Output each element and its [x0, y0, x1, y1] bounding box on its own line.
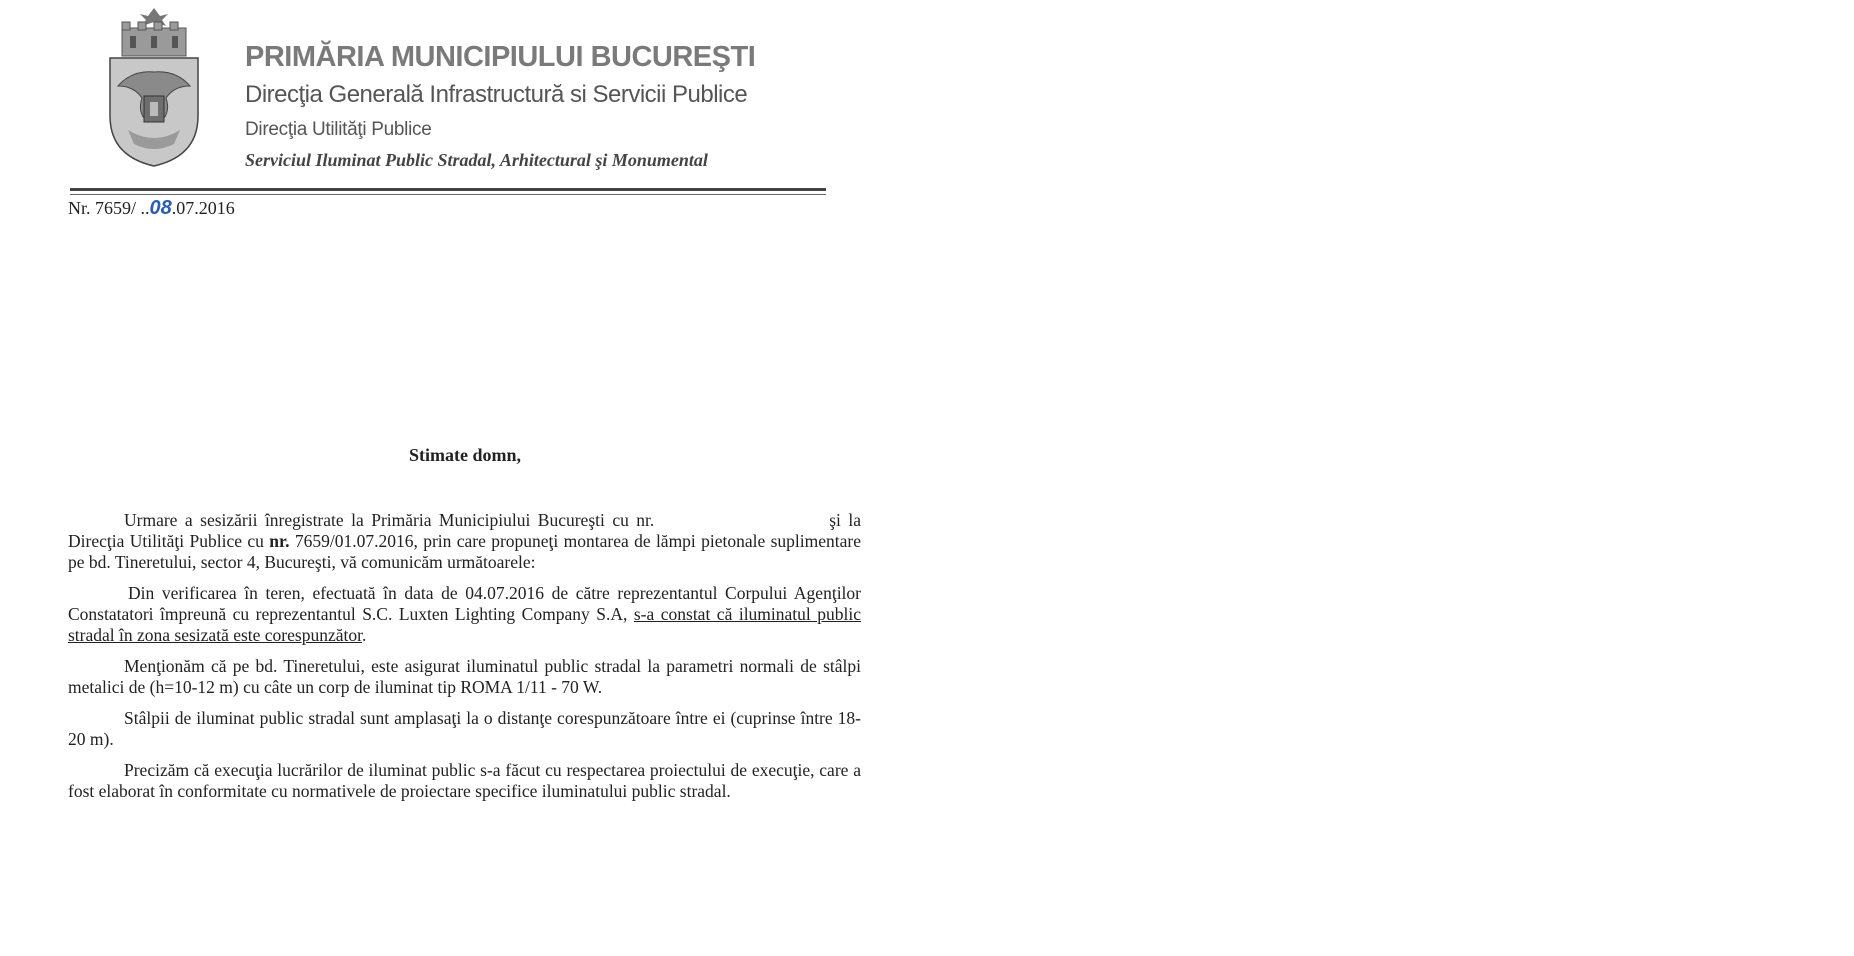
registration-day-handwritten: 08: [149, 197, 172, 219]
p1-text-a: Urmare a sesizării înregistrate la Primăria Municipiului Bucureşti cu nr.: [124, 510, 655, 530]
service-name: Serviciul Iluminat Public Stradal, Arhitectural şi Monumental: [245, 150, 708, 170]
letter-body: [68, 510, 861, 812]
paragraph-2: [68, 583, 861, 646]
p2-end: .: [361, 625, 367, 645]
paragraph-4: Stâlpii de iluminat public stradal sunt amplasaţi la o distanţe corespunzătoare între ei (cuprinse între 18-20 m).: [68, 708, 861, 749]
institution-name: PRIMĂRIA MUNICIPIULUI BUCUREŞTI: [245, 41, 756, 73]
directorate-name: Direcţia Generală Infrastructură si Servicii Publice: [245, 81, 748, 108]
header-divider-thick: [70, 188, 826, 191]
paragraph-3: Menţionăm că pe bd. Tineretului, este asigurat iluminatul public stradal la parametri normali de stâlpi metalici de (h=10-12 m) cu câte un corp de iluminat tip ROMA 1/11 - 70 W.: [68, 656, 861, 697]
registration-prefix: Nr. 7659/ ..: [68, 198, 150, 218]
p2-text: Din verificarea în teren, efectuată în data de 04.07.2016 de către reprezentantul Corpului Agenţilor Constatatori împreună cu reprezentantul S.C. Luxten Lighting Company S.A,: [68, 583, 861, 624]
paragraph-5: Precizăm că execuţia lucrărilor de iluminat public s-a făcut cu respectarea proiectului de execuţie, care a fost elaborat în conformitate cu normativele de proiectare specifice iluminatului public stradal.: [68, 760, 861, 801]
paragraph-1: [68, 510, 861, 573]
registration-number: [68, 197, 235, 220]
subdirectorate-name: Direcţia Utilităţi Publice: [245, 119, 432, 140]
letterhead: [245, 40, 845, 172]
coat-of-arms-icon: [104, 6, 204, 170]
p1-text-b: şi la Direcţia Utilităţi Publice cu: [68, 510, 862, 551]
salutation: Stimate domn,: [409, 445, 521, 465]
p2-underlined-conclusion: s-a constat că iluminatul public stradal în zona sesizată este corespunzător: [68, 604, 862, 645]
p1-text-c: 7659/01.07.2016, prin care propuneţi montarea de lămpi pietonale suplimentare pe bd. Tineretului, sector 4, Bucureşti, vă comunicăm următoarele:: [68, 531, 862, 572]
p1-bold-nr: nr.: [269, 531, 290, 551]
registration-suffix: .07.2016: [171, 198, 235, 218]
header-divider-thin: [70, 194, 826, 195]
